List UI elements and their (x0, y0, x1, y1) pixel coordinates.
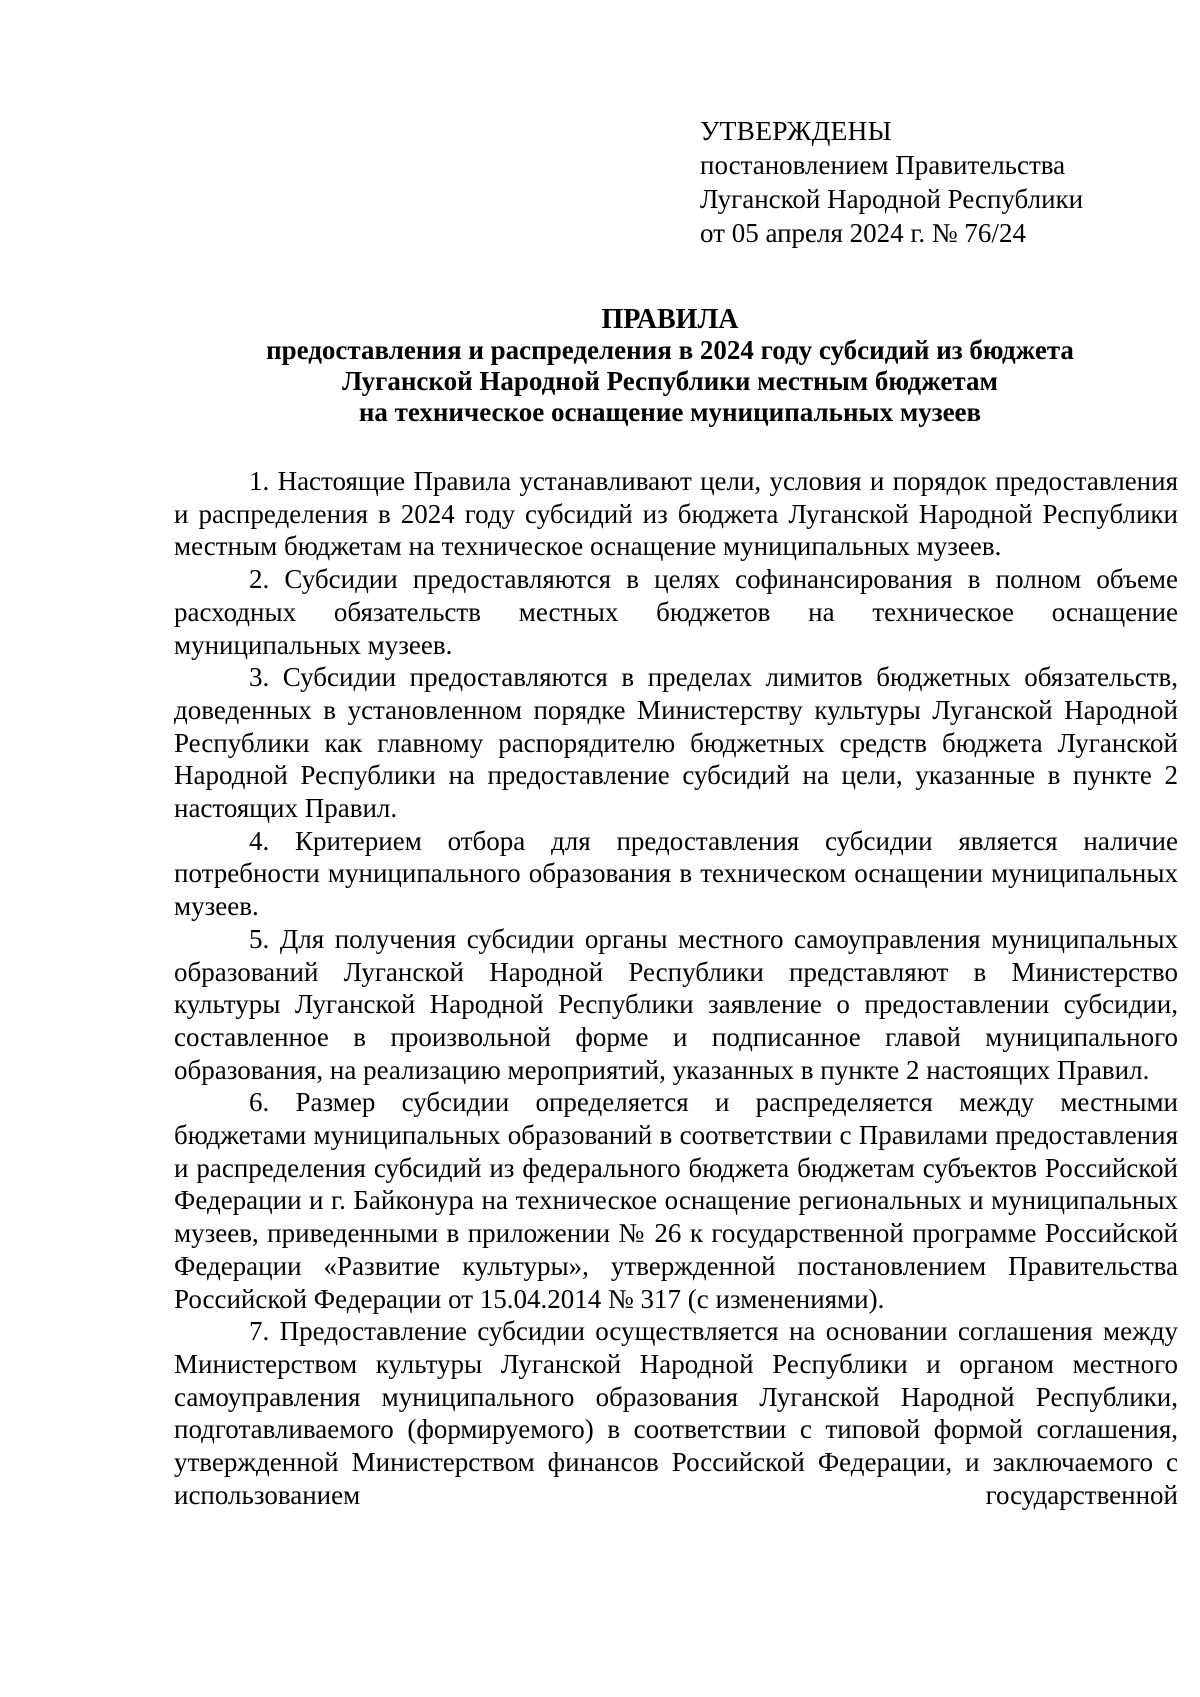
title-subtitle-line: Луганской Народной Республики местным бюджетам (342, 366, 998, 396)
approval-stamp (700, 114, 1083, 250)
paragraph-5: 5. Для получения субсидии органы местного самоуправления муниципальных образований Луганской Народной Республики представляют в Министерство культуры Луганской Народной Республики заявление о предоставлении субсидии, составленное в произвольной форме и подписанное главой муниципального образования, на реализацию мероприятий, указанных в пункте 2 настоящих Правил. (174, 923, 1178, 1085)
paragraph-7: 7. Предоставление субсидии осуществляется на основании соглашения между Министерством культуры Луганской Народной Республики и органом местного самоуправления муниципального образования Луганской Народной Республики, подготавливаемого (формируемого) в соответствии с типовой формой соглашения, утвержденной Министерством финансов Российской Федерации, и заключаемого с использованием государственной (174, 1316, 1178, 1510)
document-body (174, 465, 1178, 1512)
paragraph-1: 1. Настоящие Правила устанавливают цели, условия и порядок предоставления и распределения в 2024 году субсидий из бюджета Луганской Народной Республики местным бюджетам на техническое оснащение муниципальных музеев. (174, 466, 1178, 562)
approval-line: Луганской Народной Республики (700, 184, 1084, 214)
document-title (160, 304, 1180, 428)
title-subtitle-line: на техническое оснащение муниципальных музеев (358, 397, 982, 427)
approval-line: постановлением Правительства (700, 150, 1066, 180)
paragraph-3: 3. Субсидии предоставляются в пределах лимитов бюджетных обязательств, доведенных в установленном порядке Министерству культуры Луганской Народной Республики как главному распорядителю бюджетных средств бюджета Луганской Народной Республики на предоставление субсидий на цели, указанные в пункте 2 настоящих Правил. (174, 662, 1178, 824)
paragraph-6: 6. Размер субсидии определяется и распределяется между местными бюджетами муниципальных образований в соответствии с Правилами предоставления и распределения субсидий из федерального бюджета бюджетам субъектов Российской Федерации и г. Байконура на техническое оснащение региональных и муниципальных музеев, приведенными в приложении № 26 к государственной программе Российской Федерации «Развитие культуры», утвержденной постановлением Правительства Российской Федерации от 15.04.2014 № 317 (с изменениями). (174, 1087, 1178, 1314)
approval-date: от 05 апреля 2024 г. № 76/24 (700, 218, 1026, 248)
title-main: ПРАВИЛА (601, 304, 739, 335)
title-subtitle-line: предоставления и распределения в 2024 году субсидий из бюджета (266, 335, 1074, 365)
paragraph-4: 4. Критерием отбора для предоставления субсидии является наличие потребности муниципального образования в техническом оснащении муниципальных музеев. (174, 825, 1178, 922)
approval-heading: УТВЕРЖДЕНЫ (700, 115, 892, 146)
paragraph-2: 2. Субсидии предоставляются в целях софинансирования в полном объеме расходных обязательств местных бюджетов на техническое оснащение муниципальных музеев. (174, 564, 1178, 660)
